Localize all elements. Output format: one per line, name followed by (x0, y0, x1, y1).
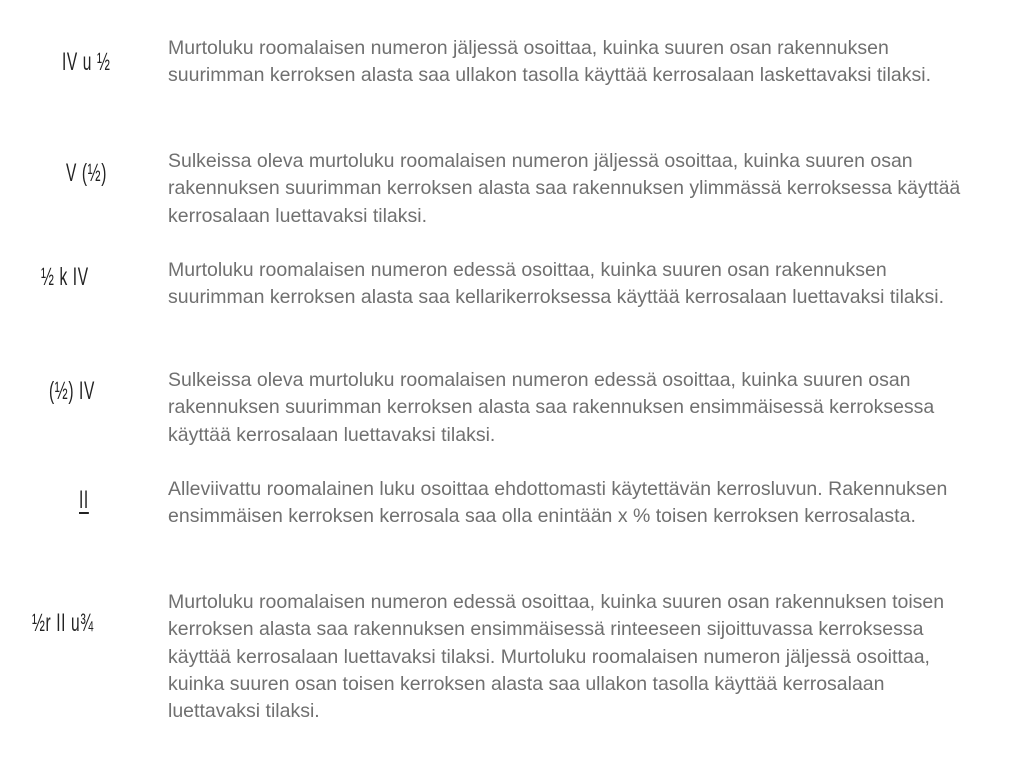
description-slope-and-attic-fraction: Murtoluku roomalaisen numeron edessä osoittaa, kuinka suuren osan rakennuksen toisen kerroksen alasta saa rakennuksen ensimmäisessä rinteeseen sijoittuvassa kerroksessa käyttää kerrosalaan luettavaksi tilaksi. Murtoluku roomalaisen numeron jäljessä osoittaa, kuinka suuren osan toisen kerroksen alasta saa ullakon tasolla käyttää kerrosalaan luettavaksi tilaksi. (168, 591, 945, 723)
description-first-floor-fraction: Sulkeissa oleva murtoluku roomalaisen numeron edessä osoittaa, kuinka suuren osan rakennuksen suurimman kerroksen alasta saa rakennuksen ensimmäisessä kerroksessa käyttää kerrosalaan luettavaksi tilaksi. (168, 369, 935, 446)
underlined-numeral: II (79, 486, 89, 514)
symbol-top-floor-fraction: V (½) (66, 159, 107, 187)
description-attic-fraction: Murtoluku roomalaisen numeron jäljessä osoittaa, kuinka suuren osan rakennuksen suurimman kerroksen alasta saa ullakon tasolla käyttää kerrosalaan laskettavaksi tilaksi. (168, 37, 932, 87)
symbol-underlined-floor-count (79, 488, 89, 513)
symbol-basement-fraction: ½ k IV (41, 263, 89, 291)
symbol-slope-and-attic-fraction: ½r II u¾ (32, 609, 94, 637)
description-basement-fraction: Murtoluku roomalaisen numeron edessä osoittaa, kuinka suuren osan rakennuksen suurimman kerroksen alasta saa kellarikerroksessa käyttää kerrosalaan luettavaksi tilaksi. (168, 259, 944, 309)
symbol-attic-fraction: IV u ½ (62, 48, 111, 76)
description-top-floor-fraction: Sulkeissa oleva murtoluku roomalaisen numeron jäljessä osoittaa, kuinka suuren osan rakennuksen suurimman kerroksen alasta saa rakennuksen ylimmässä kerroksessa käyttää kerrosalaan luettavaksi tilaksi. (168, 150, 961, 227)
description-underlined-floor-count: Alleviivattu roomalainen luku osoittaa ehdottomasti käytettävän kerrosluvun. Rakennuksen ensimmäisen kerroksen kerrosala saa olla enintään x % toisen kerroksen kerrosalasta. (168, 478, 948, 528)
symbol-first-floor-fraction: (½) IV (49, 377, 95, 405)
